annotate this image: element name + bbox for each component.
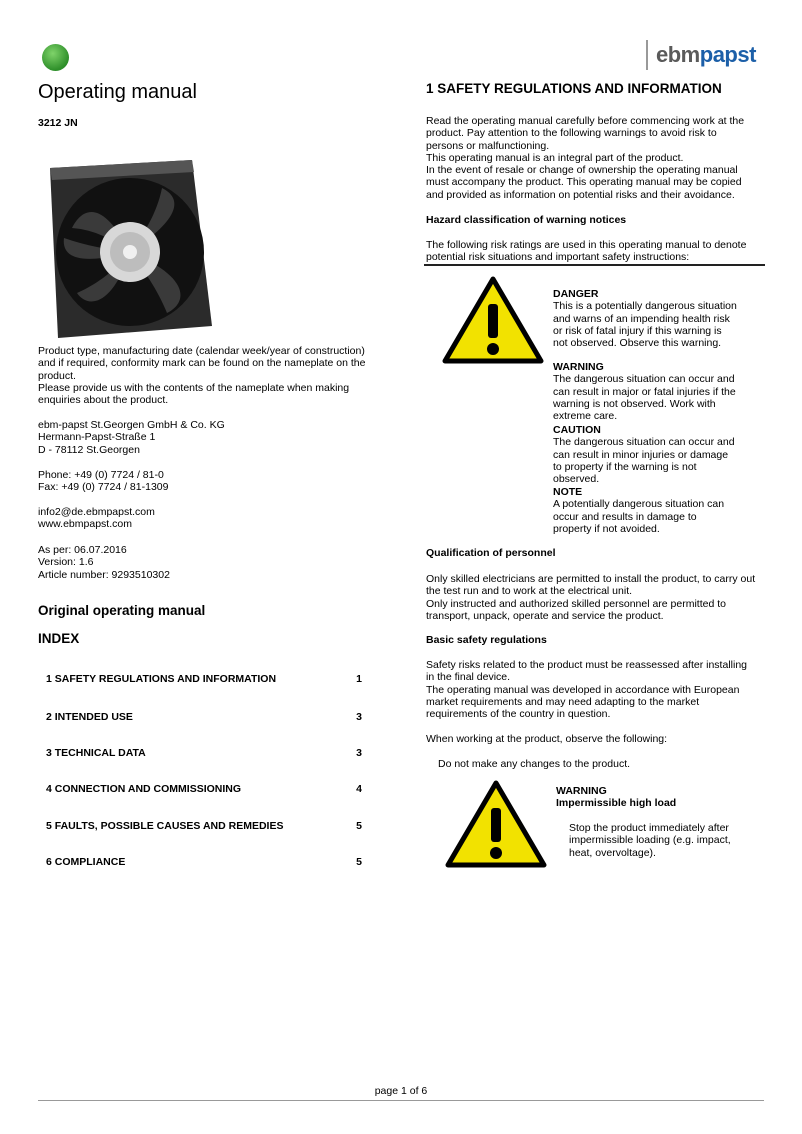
index-entry[interactable]: 1 SAFETY REGULATIONS AND INFORMATION 1 — [46, 673, 362, 685]
index-entry[interactable]: 6 COMPLIANCE 5 — [46, 856, 362, 868]
rating-caution: CAUTION The dangerous situation can occur and can result in minor injuries or damage to property if the warning is not observed. — [553, 424, 735, 486]
observe-text: When working at the product, observe the following: — [426, 733, 668, 745]
index-entry[interactable]: 5 FAULTS, POSSIBLE CAUSES AND REMEDIES 5 — [46, 820, 362, 832]
rating-warning: WARNING The dangerous situation can occur and can result in major or fatal injuries if the warning is not observed. Work with extreme care. — [553, 361, 736, 423]
section-heading-safety: 1 SAFETY REGULATIONS AND INFORMATION — [426, 81, 722, 96]
qualification-text: Only skilled electricians are permitted to install the product, to carry out the test run and to work at the electrical unit. Only instructed and authorized skilled personnel are permitted to transport, unpack, operate and service the product. — [426, 573, 756, 622]
original-manual-heading: Original operating manual — [38, 603, 206, 618]
fan-product-image — [42, 158, 214, 340]
basic-safety-text: Safety risks related to the product must be reassessed after installing in the final device. The operating manual was developed in accordance with European market requirements and may need adapting to the market requirements of the country in question. — [426, 659, 747, 721]
page-number: page 1 of 6 — [374, 1085, 428, 1097]
warning-text: Stop the product immediately after impermissible loading (e.g. impact, heat, overvoltage). — [569, 822, 731, 859]
certification-badge-icon — [42, 44, 69, 71]
index-entry[interactable]: 3 TECHNICAL DATA 3 — [46, 747, 362, 759]
qualification-heading: Qualification of personnel — [426, 547, 556, 559]
brand-divider — [646, 40, 648, 70]
no-changes-text: Do not make any changes to the product. — [438, 758, 631, 770]
page-title: Operating manual — [38, 81, 197, 103]
rating-note: NOTE A potentially dangerous situation can occur and results in damage to property if not avoided. — [553, 486, 725, 535]
warning-triangle-icon — [445, 780, 547, 868]
contact-web: info2@de.ebmpapst.com www.ebmpapst.com — [38, 506, 155, 531]
basic-safety-heading: Basic safety regulations — [426, 634, 547, 646]
nameplate-info: Product type, manufacturing date (calendar week/year of construction) and if required, conformity mark can be found on the nameplate on the product. Please provide us with the contents of the nameplate when making enquiries about the product. — [38, 345, 366, 407]
index-heading: INDEX — [38, 631, 80, 646]
contact-phone-fax: Phone: +49 (0) 7724 / 81-0 Fax: +49 (0) 7724 / 81-1309 — [38, 469, 169, 494]
index-entry[interactable]: 4 CONNECTION AND COMMISSIONING 4 — [46, 783, 362, 795]
rating-danger: DANGER This is a potentially dangerous situation and warns of an impending health risk or risk of fatal injury if this warning is not observed. Observe this warning. — [553, 288, 737, 350]
safety-intro: Read the operating manual carefully before commencing work at the product. Pay attention to the following warnings to avoid risk to persons or malfunctioning. This operating manual is an integral part of the product. In the event of resale or change of ownership the operating manual must accompany the product. This operating manual may be copied and provided as information on potential risks and their avoidance. — [426, 115, 745, 201]
divider — [424, 264, 765, 266]
warning-subtitle: Impermissible high load — [556, 797, 677, 809]
version-info: As per: 06.07.2016 Version: 1.6 Article number: 9293510302 — [38, 544, 170, 581]
warning-title: WARNING — [556, 785, 607, 797]
index-entry[interactable]: 2 INTENDED USE 3 — [46, 711, 362, 723]
warning-triangle-icon — [442, 276, 544, 364]
footer-divider — [38, 1100, 764, 1101]
model-number: 3212 JN — [38, 117, 78, 129]
company-address: ebm-papst St.Georgen GmbH & Co. KG Hermann-Papst-Straße 1 D - 78112 St.Georgen — [38, 419, 225, 456]
hazard-text: The following risk ratings are used in this operating manual to denote potential risk situations and important safety instructions: — [426, 239, 747, 264]
brand-logo: ebmpapst — [656, 42, 756, 67]
hazard-heading: Hazard classification of warning notices — [426, 214, 627, 226]
